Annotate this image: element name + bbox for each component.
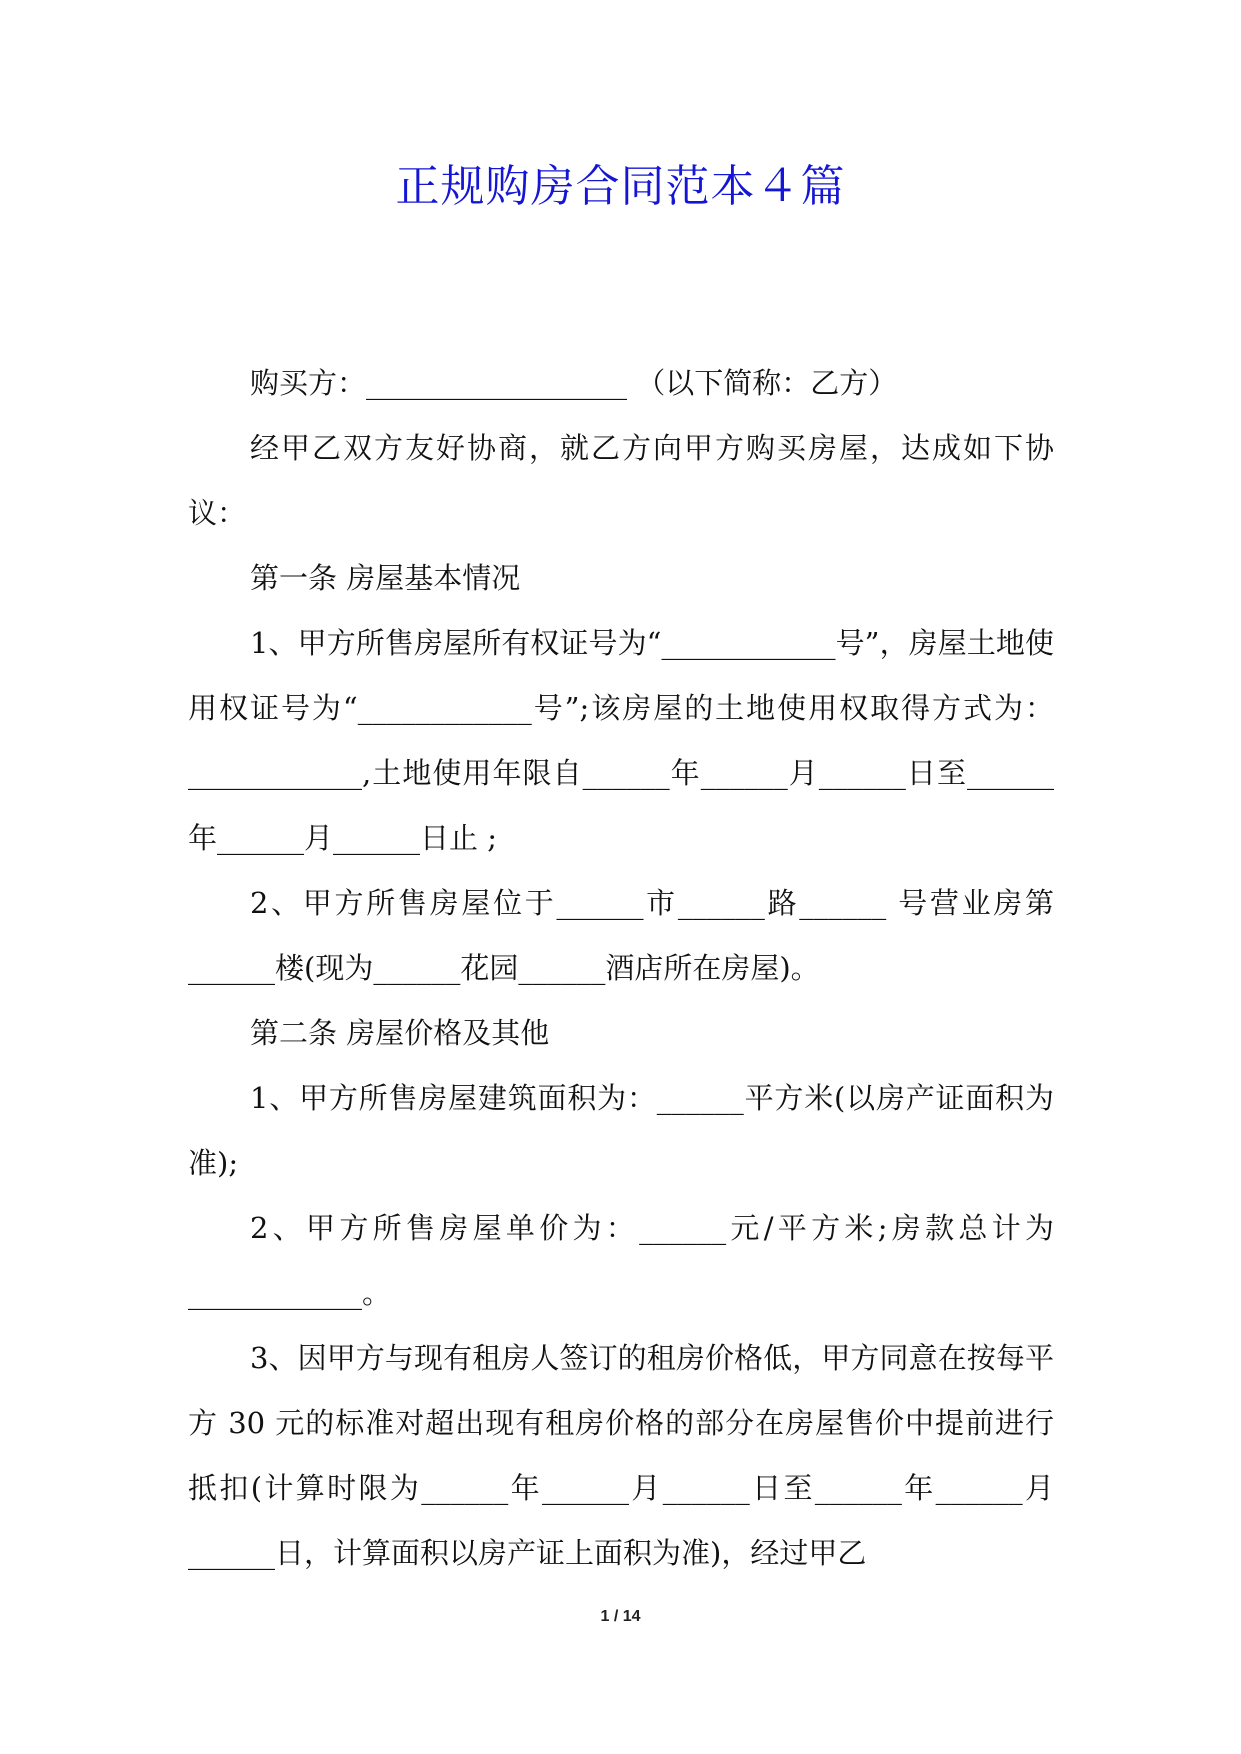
document-body	[188, 351, 1054, 1586]
document-title: 正规购房合同范本４篇	[395, 161, 846, 212]
article-1-clause-1: 1、甲方所售房屋所有权证号为“____________号”，房屋土地使用权证号为“____________号”;该房屋的土地使用权取得方式为：____________,土地使用年限自______年______月______日至______年______月______日止 ;	[188, 626, 1054, 855]
paragraph-buyer: 购买方：__________________ （以下简称：乙方）	[250, 366, 898, 400]
page-number: 1 / 14	[600, 1608, 641, 1625]
article-1-heading: 第一条 房屋基本情况	[250, 561, 521, 595]
article-2-clause-3: 3、因甲方与现有租房人签订的租房价格低，甲方同意在按每平方 30 元的标准对超出现有租房价格的部分在房屋售价中提前进行抵扣(计算时限为______年______月______日至______年______月______日，计算面积以房产证上面积为准)，经过甲乙	[188, 1341, 1054, 1570]
article-2-clause-1: 1、甲方所售房屋建筑面积为：______平方米(以房产证面积为准);	[188, 1081, 1054, 1180]
article-2-heading: 第二条 房屋价格及其他	[250, 1016, 550, 1050]
article-1-clause-2: 2、甲方所售房屋位于______市______路______ 号营业房第______楼(现为______花园______酒店所在房屋)。	[188, 886, 1054, 985]
article-2-clause-2: 2、甲方所售房屋单价为：______元/平方米;房款总计为____________。	[188, 1211, 1054, 1310]
paragraph-intro: 经甲乙双方友好协商，就乙方向甲方购买房屋，达成如下协议：	[188, 431, 1054, 530]
